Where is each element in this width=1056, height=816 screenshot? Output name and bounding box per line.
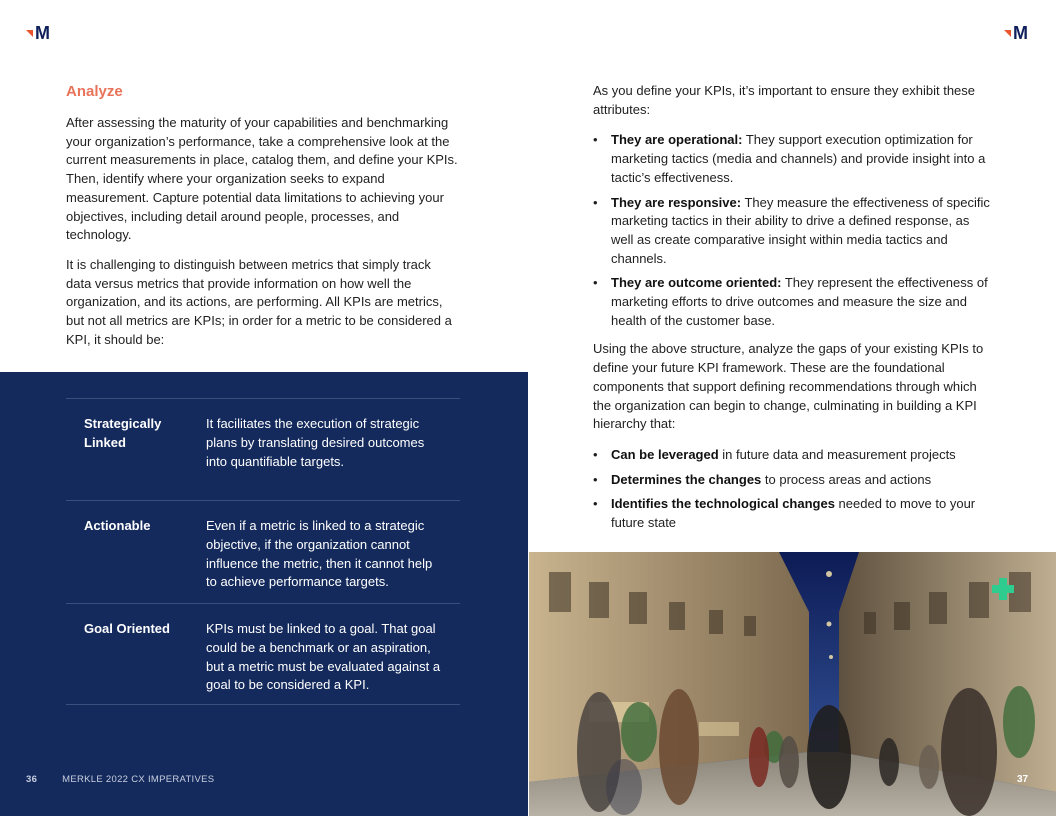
logo-triangle-icon xyxy=(26,30,33,37)
bullet-icon: • xyxy=(593,275,598,291)
kpi-term: Actionable xyxy=(84,518,151,533)
bullet-icon: • xyxy=(593,132,598,148)
bullet-icon: • xyxy=(593,446,598,462)
list-item xyxy=(593,274,993,330)
page-number-left: 36 xyxy=(26,774,38,785)
intro-paragraph: After assessing the maturity of your capabilities and benchmarking your organization’s performance, take a comprehensive look at the current measurements in place, catalog them, and define your KPIs. Then, identify where your organization seeks to expand measurement. Capture potential data limitations to achieving your objectives, including detail around people, processes, and technology. xyxy=(66,115,458,243)
section-heading: Analyze xyxy=(66,83,123,100)
left-column xyxy=(66,82,458,360)
kpi-term: Strategically Linked xyxy=(84,416,162,450)
logo-letter: M xyxy=(1013,23,1028,43)
hierarchy-text: in future data and measurement projects xyxy=(718,446,956,462)
list-item xyxy=(593,131,993,187)
kpi-criteria-panel xyxy=(0,372,528,816)
attribute-text: They represent the effectiveness of marketing efforts to drive outcomes and measure the size and health of the customer base. xyxy=(611,275,988,328)
attribute-text: They measure the effectiveness of specific marketing tactics in their ability to drive a defined response, as well as create comparative insight within media tactics and channels. xyxy=(611,194,990,266)
list-item xyxy=(593,446,993,465)
hierarchy-bold: Determines the changes xyxy=(611,471,762,487)
footer-left xyxy=(26,774,214,785)
kpi-paragraph: It is challenging to distinguish between metrics that simply track data versus metrics that provide information on how well the organization, and its actions, are performing. All KPIs are metrics, but not all metrics are KPIs; in order for a metric to be considered a KPI, it should be: xyxy=(66,256,452,347)
kpi-row-actionable xyxy=(66,500,460,603)
street-photo-image xyxy=(529,552,1056,816)
kpi-criteria-table xyxy=(66,398,460,705)
bullet-icon: • xyxy=(593,194,598,210)
kpi-row-goal-oriented xyxy=(66,603,460,705)
attribute-bold: They are operational: xyxy=(611,132,743,148)
bullet-icon: • xyxy=(593,496,598,512)
list-item xyxy=(593,495,993,532)
attribute-bold: They are outcome oriented: xyxy=(611,275,782,291)
list-item xyxy=(593,194,993,269)
attributes-list xyxy=(593,131,993,330)
hierarchy-list xyxy=(593,446,993,533)
kpi-definition: It facilitates the execution of strategic plans by translating desired outcomes into quantifiable targets. xyxy=(206,416,425,469)
hierarchy-bold: Identifies the technological changes xyxy=(611,496,835,512)
hierarchy-text: to process areas and actions xyxy=(761,471,932,487)
street-photo xyxy=(529,552,1056,816)
merkle-logo-left xyxy=(26,23,54,43)
kpi-row-strategically-linked xyxy=(66,398,460,500)
right-column xyxy=(593,82,993,543)
kpi-term: Goal Oriented xyxy=(84,621,170,636)
structure-paragraph: Using the above structure, analyze the gaps of your existing KPIs to define your future KPI framework. These are the foundational components that support defining recommendations through which the organization can begin to change, culminating in building a KPI hierarchy that: xyxy=(593,341,984,432)
list-item xyxy=(593,471,993,490)
hierarchy-bold: Can be leveraged xyxy=(611,446,719,462)
hierarchy-text: needed to move to your future state xyxy=(611,496,976,531)
merkle-logo-right xyxy=(1004,23,1032,43)
bullet-icon: • xyxy=(593,471,598,487)
kpi-definition: KPIs must be linked to a goal. That goal could be a benchmark or an aspiration, but a metric must be evaluated against a goal to be considered a KPI. xyxy=(206,621,441,693)
page-number-right: 37 xyxy=(1017,774,1029,785)
logo-letter: M xyxy=(35,23,50,43)
publication-title: MERKLE 2022 CX IMPERATIVES xyxy=(62,774,215,785)
kpi-definition: Even if a metric is linked to a strategic objective, if the organization cannot influence the metric, then it cannot help to achieve performance targets. xyxy=(206,518,433,590)
attributes-intro: As you define your KPIs, it’s important to ensure they exhibit these attributes: xyxy=(593,83,976,117)
logo-triangle-icon xyxy=(1004,30,1011,37)
attribute-text: They support execution optimization for marketing tactics (media and channels) and provide insight into a tactic’s effectiveness. xyxy=(611,132,986,185)
attribute-bold: They are responsive: xyxy=(611,194,742,210)
